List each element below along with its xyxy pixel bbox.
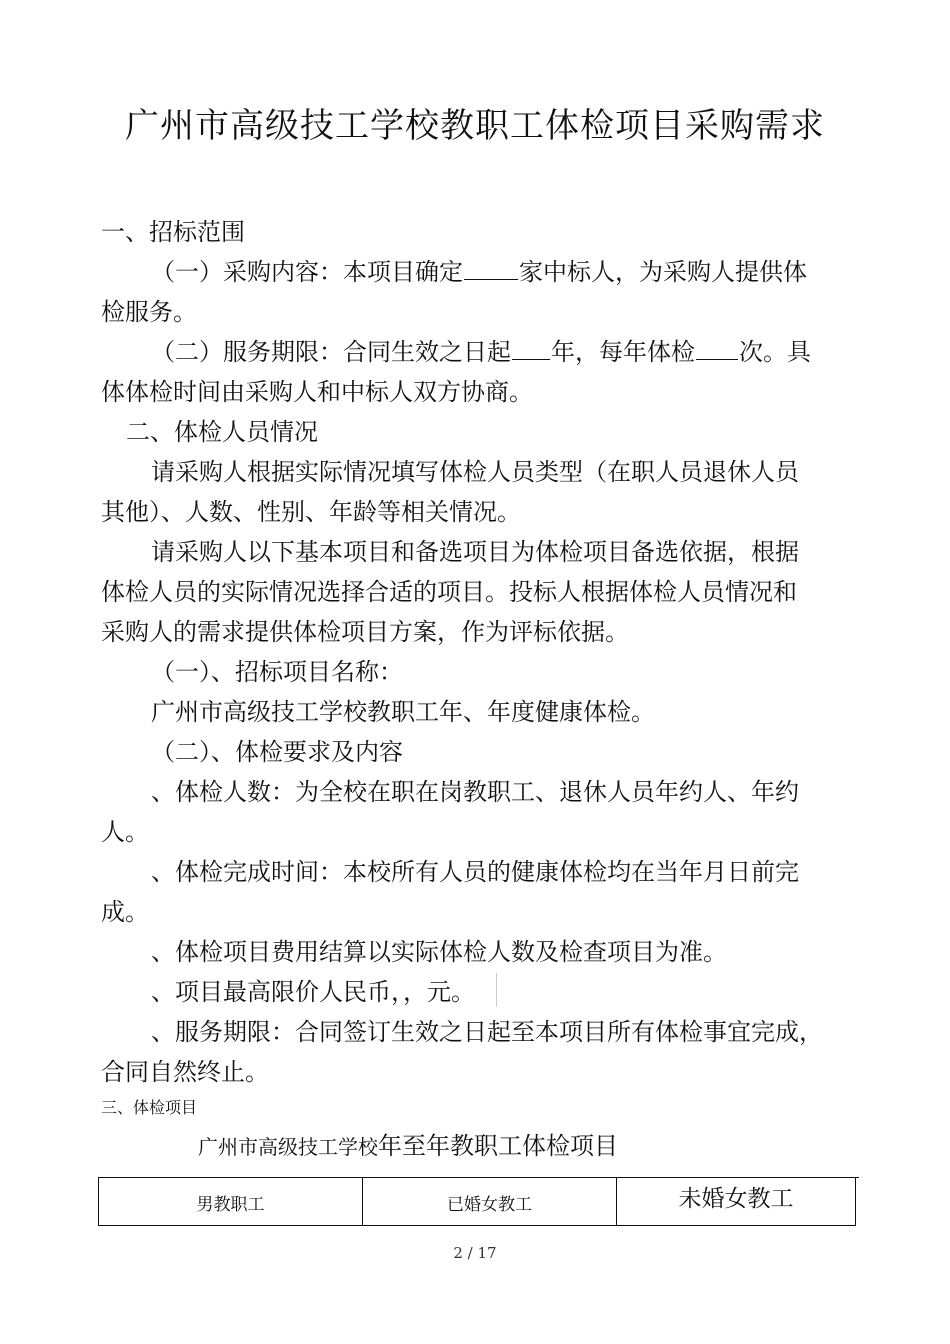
paragraph-line: 其他）、人数、性别、年龄等相关情况。 [101,498,521,526]
fill-in-blank [512,333,550,360]
text-fragment: （二）服务期限：合同生效之日起 [151,338,511,366]
text-fragment: （一）采购内容：本项目确定 [151,258,463,286]
fill-in-blank [696,333,738,360]
fill-in-blank [464,253,518,280]
paragraph-line: 、服务期限：合同签订生效之日起至本项目所有体检事宜完成， [151,1018,823,1046]
text-fragment: 家中标人，为采购人提供体 [519,258,807,286]
text-fragment: 年，每年体检 [551,338,695,366]
paragraph-line: 、体检人数：为全校在职在岗教职工、退休人员年约人、年约 [151,778,799,806]
paragraph-line: 广州市高级技工学校教职工年、年度健康体检。 [151,698,655,726]
text-cursor-mark [496,973,497,1007]
section-heading-items: 三、体检项目 [101,1098,198,1117]
checkup-items-table [98,1177,856,1226]
paragraph-line: 检服务。 [101,298,197,326]
paragraph-line: 人。 [101,818,149,846]
section-heading-scope: 一、招标范围 [101,218,245,246]
table-header-cell [363,1178,617,1225]
paragraph-line: 成。 [101,898,149,926]
paragraph-service-period [151,332,911,372]
table-title-part: 年至年教职工体检项目 [378,1132,618,1160]
table-header-cell [617,1178,855,1225]
table-title [198,1130,618,1165]
paragraph-line: 请采购人以下基本项目和备选项目为体检项目备选依据，根据 [151,538,799,566]
page-number: 2 / 17 [453,1244,497,1262]
table-header-cell [99,1178,363,1225]
paragraph-line: 体检人员的实际情况选择合适的项目。投标人根据体检人员情况和 [101,578,797,606]
paragraph-line: 、体检项目费用结算以实际体检人数及检查项目为准。 [151,938,727,966]
section-heading-personnel: 二、体检人员情况 [126,418,318,446]
paragraph-line: 、项目最高限价人民币，，元。 [151,978,475,1006]
paragraph-line: 合同自然终止。 [101,1058,269,1086]
paragraph-purchase-content [151,252,911,292]
column-label: 男教职工 [196,1195,265,1215]
paragraph-line: 采购人的需求提供体检项目方案，作为评标依据。 [101,618,629,646]
subsection-heading-project-name: （一）、招标项目名称： [151,658,403,686]
table-title-part: 广州市高级技工学校 [198,1135,378,1159]
paragraph-line: 、体检完成时间：本校所有人员的健康体检均在当年月日前完 [151,858,799,886]
column-label: 已婚女教工 [447,1195,532,1215]
paragraph-line: 体体检时间由采购人和中标人双方协商。 [101,378,533,406]
text-fragment: 次。具 [739,338,811,366]
paragraph-line: 请采购人根据实际情况填写体检人员类型（在职人员退休人员 [151,458,799,486]
column-label: 未婚女教工 [678,1186,794,1212]
table-border-fragment [856,1177,859,1180]
subsection-heading-requirements: （二）、体检要求及内容 [151,738,403,766]
document-title: 广州市高级技工学校教职工体检项目采购需求 [125,106,825,146]
